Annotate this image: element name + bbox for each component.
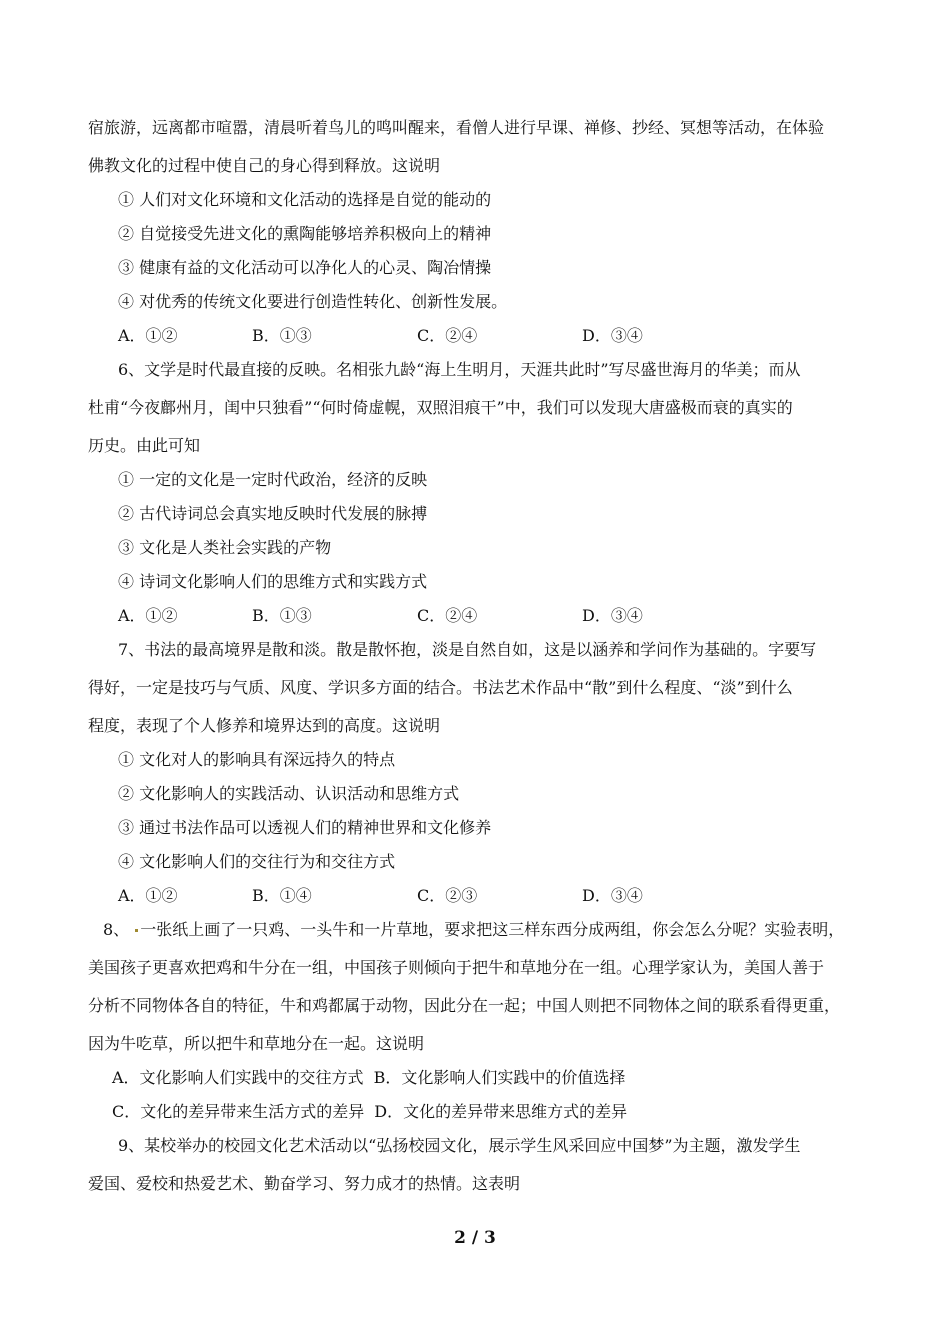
q8-stem-line-1 xyxy=(103,919,844,941)
q7-option-1: ① 文化对人的影响具有深远持久的特点 xyxy=(118,750,396,769)
q7-choice-d: D．③④ xyxy=(582,886,643,905)
q8-choice-a: A．文化影响人们实践中的交往方式 xyxy=(112,1068,364,1087)
q5-text-line-2: 佛教文化的过程中使自己的身心得到释放。这说明 xyxy=(88,156,441,175)
q7-stem-line-1: 7、书法的最高境界是散和淡。散是散怀抱，淡是自然自如，这是以涵养和学问作为基础的。字要写 xyxy=(118,640,817,659)
q5-choice-a: A．①② xyxy=(118,326,178,345)
q7-stem-line-2: 得好，一定是技巧与气质、风度、学识多方面的结合。书法艺术作品中“散”到什么程度、“淡”到什么 xyxy=(88,678,793,697)
q6-option-3: ③ 文化是人类社会实践的产物 xyxy=(118,538,332,557)
q5-choice-d: D．③④ xyxy=(582,326,643,345)
q6-choice-a: A．①② xyxy=(118,606,178,625)
q7-option-4: ④ 文化影响人们的交往行为和交往方式 xyxy=(118,852,396,871)
q6-choice-d: D．③④ xyxy=(582,606,643,625)
q6-option-4: ④ 诗词文化影响人们的思维方式和实践方式 xyxy=(118,572,428,591)
q8-stem-line-3: 分析不同物体各自的特征，牛和鸡都属于动物，因此分在一起；中国人则把不同物体之间的联系看得更重， xyxy=(88,996,841,1015)
q8-choice-b: B．文化影响人们实践中的价值选择 xyxy=(373,1068,626,1087)
q7-option-2: ② 文化影响人的实践活动、认识活动和思维方式 xyxy=(118,784,460,803)
q5-option-3: ③ 健康有益的文化活动可以净化人的心灵、陶冶情操 xyxy=(118,258,492,277)
q8-choices-row-1 xyxy=(112,1067,635,1089)
q5-choice-b: B．①③ xyxy=(252,326,312,345)
q6-option-1: ① 一定的文化是一定时代政治，经济的反映 xyxy=(118,470,428,489)
q6-choice-b: B．①③ xyxy=(252,606,312,625)
q7-choice-c: C．②③ xyxy=(417,886,478,905)
q8-number: 8、 xyxy=(103,920,130,939)
q8-choice-d: D．文化的差异带来思维方式的差异 xyxy=(374,1102,628,1121)
q6-stem-line-2: 杜甫“今夜鄜州月，闺中只独看”“何时倚虚幌，双照泪痕干”中，我们可以发现大唐盛极而衰的真实的 xyxy=(88,398,793,417)
q7-choice-a: A．①② xyxy=(118,886,178,905)
q8-stem-first: 一张纸上画了一只鸡、一头牛和一片草地，要求把这三样东西分成两组，你会怎么分呢？实验表明， xyxy=(140,920,845,939)
q8-stem-line-4: 因为牛吃草，所以把牛和草地分在一起。这说明 xyxy=(88,1034,425,1053)
q6-stem-line-3: 历史。由此可知 xyxy=(88,436,201,455)
q8-choice-c: C．文化的差异带来生活方式的差异 xyxy=(112,1102,365,1121)
q8-choices-row-2 xyxy=(112,1101,637,1123)
q5-option-1: ① 人们对文化环境和文化活动的选择是自觉的能动的 xyxy=(118,190,492,209)
q5-option-4: ④ 对优秀的传统文化要进行创造性转化、创新性发展。 xyxy=(118,292,508,311)
q9-stem-line-2: 爱国、爱校和热爱艺术、勤奋学习、努力成才的热情。这表明 xyxy=(88,1174,521,1193)
anchor-marker-icon xyxy=(135,929,138,932)
q5-text-line-1: 宿旅游，远离都市喧嚣，清晨听着鸟儿的鸣叫醒来，看僧人进行早课、禅修、抄经、冥想等活动，在体验 xyxy=(88,118,825,137)
q6-option-2: ② 古代诗词总会真实地反映时代发展的脉搏 xyxy=(118,504,428,523)
q5-choice-c: C．②④ xyxy=(417,326,478,345)
q7-stem-line-3: 程度，表现了个人修养和境界达到的高度。这说明 xyxy=(88,716,441,735)
q7-choice-b: B．①④ xyxy=(252,886,312,905)
q6-choice-c: C．②④ xyxy=(417,606,478,625)
q9-stem-line-1: 9、某校举办的校园文化艺术活动以“弘扬校园文化，展示学生风采回应中国梦”为主题，激发学生 xyxy=(118,1136,801,1155)
q8-stem-line-2: 美国孩子更喜欢把鸡和牛分在一组，中国孩子则倾向于把牛和草地分在一组。心理学家认为，美国人善于 xyxy=(88,958,825,977)
q6-stem-line-1: 6、文学是时代最直接的反映。名相张九龄“海上生明月，天涯共此时”写尽盛世海月的华美；而从 xyxy=(118,360,801,379)
page-number: 2 / 3 xyxy=(454,1228,496,1248)
q7-option-3: ③ 通过书法作品可以透视人们的精神世界和文化修养 xyxy=(118,818,492,837)
q5-option-2: ② 自觉接受先进文化的熏陶能够培养积极向上的精神 xyxy=(118,224,492,243)
